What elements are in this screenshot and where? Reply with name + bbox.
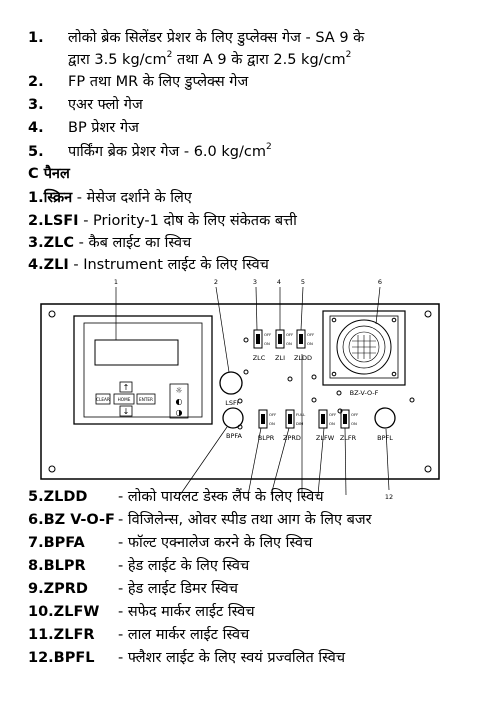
- item-code: 5.ZLDD: [28, 489, 88, 505]
- clear-key-label: CLEAR: [96, 397, 110, 402]
- zlc-switch: [253, 330, 272, 362]
- contrast-icon: ◑: [175, 408, 183, 417]
- svg-text:OFF: OFF: [264, 332, 272, 337]
- zlfr-label: ZLFR: [339, 434, 357, 442]
- svg-text:ON: ON: [351, 421, 357, 426]
- zlfr-switch: [340, 410, 359, 442]
- display-screen: [95, 340, 178, 365]
- item-text: BP प्रेशर गेज: [68, 120, 139, 136]
- mounting-hole: [244, 370, 248, 374]
- item-text: - लाल मार्कर लाईट स्विच: [118, 627, 250, 643]
- mounting-hole: [337, 391, 341, 395]
- svg-text:DIM: DIM: [296, 421, 304, 426]
- svg-text:ON: ON: [264, 341, 270, 346]
- item-code: 6.BZ V-O-F: [28, 512, 115, 528]
- bpfa-label: BPFA: [226, 432, 242, 440]
- lsfi-lamp: [220, 372, 242, 394]
- zli-switch: [275, 330, 293, 362]
- panel-diagram: [0, 272, 478, 504]
- item-text: पार्किंग ब्रेक प्रेशर गेज - 6.0 $kg/cm^2$: [68, 142, 272, 160]
- svg-text:OFF: OFF: [286, 332, 294, 337]
- item-text: 4.ZLI - Instrument लाईट के लिए स्विच: [28, 257, 269, 273]
- zlfw-switch: [316, 410, 336, 442]
- svg-text:ON: ON: [329, 421, 335, 426]
- blpr-label: BLPR: [257, 434, 275, 442]
- zli-label: ZLI: [275, 354, 285, 362]
- panel-plate: [41, 304, 439, 479]
- buzzer-label: BZ-V-O-F: [349, 389, 379, 397]
- item-text: - फॉल्ट एक्नालेज करने के लिए स्विच: [118, 535, 313, 551]
- lsfi-label: LSFI: [225, 399, 239, 407]
- item-text: - सफेद मार्कर लाईट स्विच: [118, 604, 255, 620]
- item-text: FP तथा MR के लिए डुप्लेक्स गेज: [68, 74, 249, 90]
- mounting-hole: [410, 398, 414, 402]
- callout-number: 5: [300, 278, 306, 286]
- item-text: लोको ब्रेक सिलेंडर प्रेशर के लिए डुप्लेक्स गेज - SA 9 के: [68, 30, 365, 46]
- item-code: 7.BPFA: [28, 535, 85, 551]
- svg-text:ON: ON: [269, 421, 275, 426]
- leader-lines: [116, 287, 389, 495]
- item-code: 10.ZLFW: [28, 604, 100, 620]
- item-number: 1.: [28, 30, 44, 46]
- zldd-label: ZLDD: [293, 354, 313, 362]
- callout-number: 12: [384, 493, 394, 501]
- item-text: - फ्लैशर लाईट के लिए स्वयं प्रज्वलित स्विच: [118, 650, 346, 666]
- mounting-hole: [49, 466, 55, 472]
- half-moon-icon: ◐: [175, 397, 183, 406]
- zldd-switch: [294, 330, 314, 362]
- item-number: 5.: [28, 144, 44, 160]
- buzzer-bz-v-o-f: [323, 311, 405, 397]
- item-text: एअर फ्लो गेज: [68, 97, 143, 113]
- home-key-label: HOME: [117, 397, 131, 402]
- item-code: 9.ZPRD: [28, 581, 88, 597]
- mounting-hole: [425, 466, 431, 472]
- bpfa-button: [223, 408, 243, 428]
- callout-number: 4: [276, 278, 282, 286]
- mounting-hole: [425, 311, 431, 317]
- mounting-hole: [288, 377, 292, 381]
- callout-number: 2: [213, 278, 219, 286]
- display-unit: [74, 316, 212, 424]
- svg-text:OFF: OFF: [307, 332, 315, 337]
- mounting-hole: [49, 311, 55, 317]
- down-arrow-icon: ↓: [122, 407, 130, 416]
- callout-number: 1: [113, 278, 119, 286]
- callout-number: 6: [377, 278, 383, 286]
- zlfw-label: ZLFW: [315, 434, 335, 442]
- svg-text:OFF: OFF: [269, 412, 277, 417]
- item-text: - लोको पायलट डेस्क लैंप के लिए स्विच: [118, 489, 324, 505]
- svg-text:OFF: OFF: [351, 412, 359, 417]
- item-text: 3.ZLC - कैब लाईट का स्विच: [28, 235, 192, 251]
- item-code: 8.BLPR: [28, 558, 86, 574]
- item-text: 1.स्क्रिन - मेसेज दर्शाने के लिए: [28, 190, 192, 206]
- item-number: 2.: [28, 74, 44, 90]
- mounting-hole: [312, 398, 316, 402]
- item-text: - हेड लाईट के लिए स्विच: [118, 558, 250, 574]
- sun-icon: ☼: [175, 386, 183, 395]
- item-text: 2.LSFI - Priority-1 दोष के लिए संकेतक बत्ती: [28, 213, 297, 229]
- item-text: - विजिलेन्स, ओवर स्पीड तथा आग के लिए बजर: [118, 512, 372, 528]
- blpr-switch: [258, 410, 277, 442]
- svg-text:FULL: FULL: [296, 412, 306, 417]
- svg-text:ON: ON: [307, 341, 313, 346]
- mounting-hole: [312, 375, 316, 379]
- item-text: द्वारा 3.5 $kg/cm^2$ तथा A 9 के द्वारा 2.5 $kg/cm^2$: [68, 50, 352, 68]
- item-number: 4.: [28, 120, 44, 136]
- svg-text:OFF: OFF: [329, 412, 337, 417]
- mounting-hole: [244, 338, 248, 342]
- item-code: 12.BPFL: [28, 650, 95, 666]
- zlc-label: ZLC: [252, 354, 266, 362]
- bpfl-button: [375, 408, 395, 428]
- callout-number: 3: [252, 278, 258, 286]
- up-arrow-icon: ↑: [122, 383, 130, 392]
- item-number: 3.: [28, 97, 44, 113]
- svg-text:ON: ON: [286, 341, 292, 346]
- item-code: 11.ZLFR: [28, 627, 95, 643]
- item-text: - हेड लाईट डिमर स्विच: [118, 581, 238, 597]
- zprd-label: ZPRD: [283, 434, 301, 442]
- bpfl-label: BPFL: [377, 434, 393, 442]
- enter-key-label: ENTER: [139, 397, 153, 402]
